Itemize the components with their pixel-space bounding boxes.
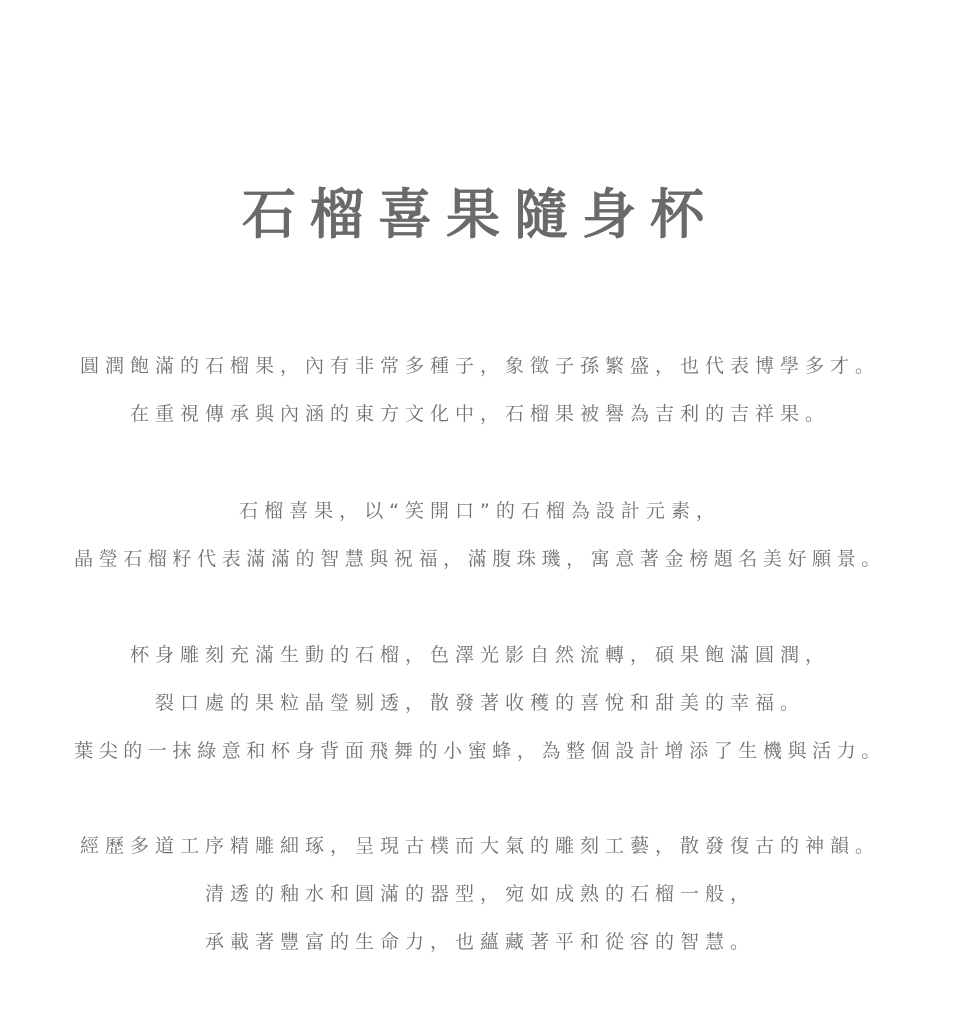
text-line: 晶瑩石榴籽代表滿滿的智慧與祝福，滿腹珠璣，寓意著金榜題名美好願景。 [74, 548, 886, 570]
text-line: 裂口處的果粒晶瑩剔透，散發著收穫的喜悅和甜美的幸福。 [154, 692, 805, 714]
text-line: 石榴喜果，以“笑開口”的石榴為設計元素， [239, 500, 721, 522]
text-line: 圓潤飽滿的石榴果，內有非常多種子，象徵子孫繁盛，也代表博學多才。 [79, 355, 880, 377]
text-line: 葉尖的一抹綠意和杯身背面飛舞的小蜜蜂，為整個設計增添了生機與活力。 [74, 740, 886, 762]
page-title: 石榴喜果隨身杯 [242, 183, 718, 246]
paragraph-carving-details [0, 631, 960, 775]
paragraph-design-concept [0, 487, 960, 583]
paragraph-symbolism [0, 342, 960, 438]
text-line: 承載著豐富的生命力，也蘊藏著平和從容的智慧。 [204, 931, 755, 953]
text-line: 在重視傳承與內涵的東方文化中，石榴果被譽為吉利的吉祥果。 [129, 403, 830, 425]
text-line: 杯身雕刻充滿生動的石榴，色澤光影自然流轉，碩果飽滿圓潤， [129, 644, 830, 666]
text-line: 經歷多道工序精雕細琢，呈現古樸而大氣的雕刻工藝，散發復古的神韻。 [79, 835, 880, 857]
text-line: 清透的釉水和圓滿的器型，宛如成熟的石榴一般， [204, 883, 755, 905]
paragraph-craftsmanship [0, 822, 960, 966]
